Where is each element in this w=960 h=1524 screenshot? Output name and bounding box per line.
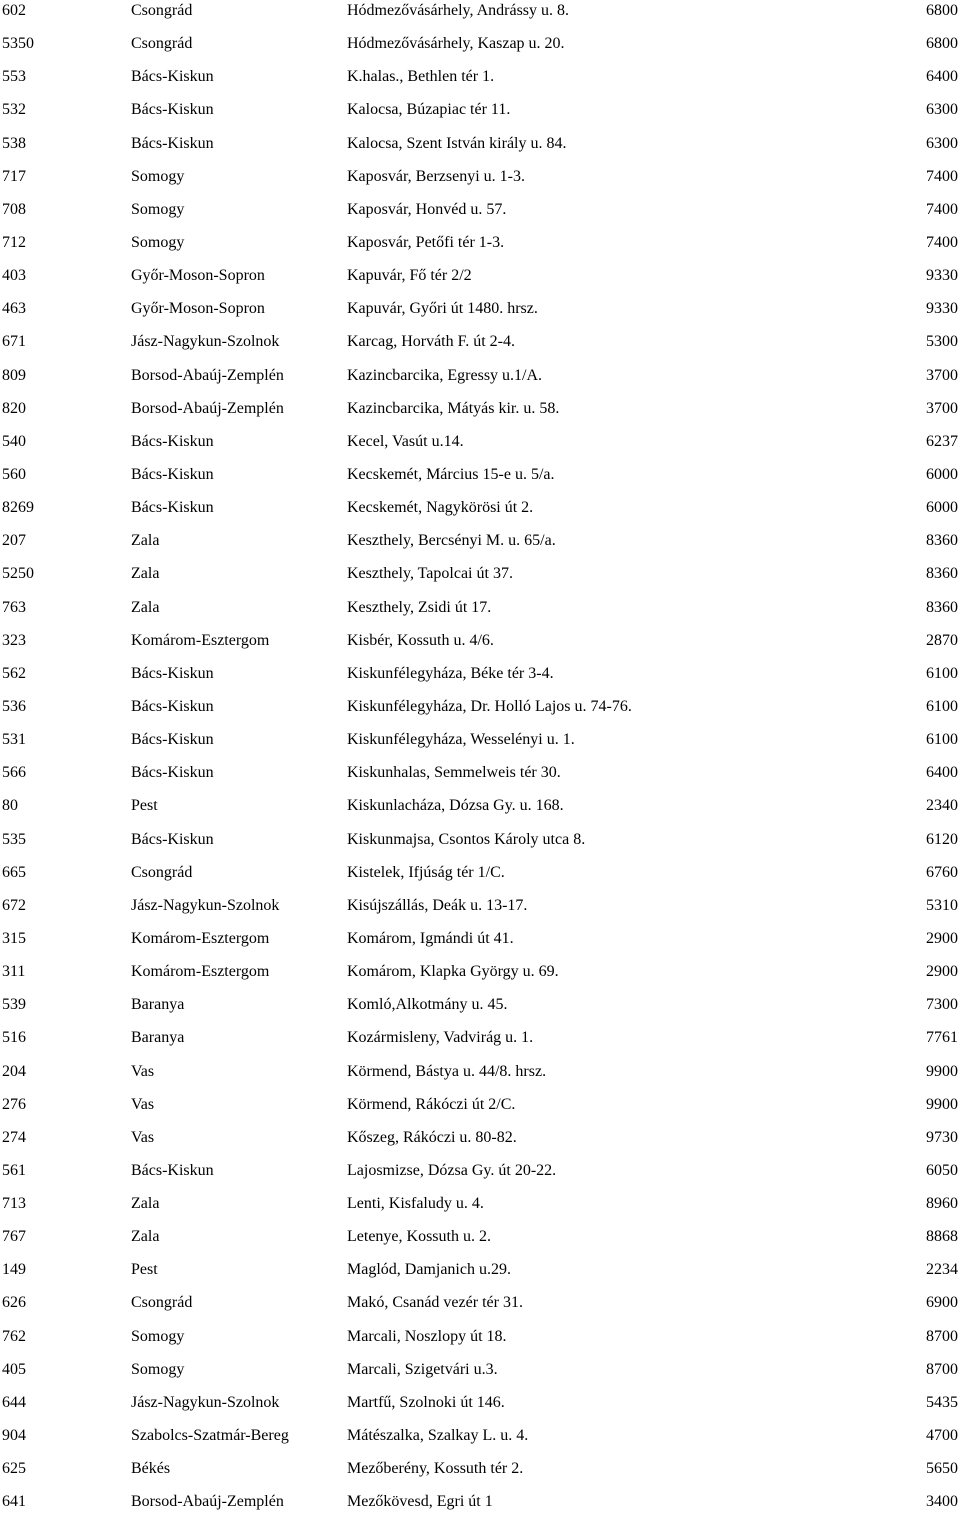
row-address: Kalocsa, Szent István király u. 84. — [347, 134, 567, 152]
row-address: Kőszeg, Rákóczi u. 80-82. — [347, 1128, 517, 1146]
table-row — [0, 1425, 960, 1458]
row-address: Kecel, Vasút u.14. — [347, 432, 464, 450]
row-id: 403 — [2, 267, 26, 285]
row-id: 717 — [2, 167, 26, 185]
row-address: Kecskemét, Nagykörösi út 2. — [347, 499, 534, 517]
row-address: Kiskunfélegyháza, Wesselényi u. 1. — [347, 731, 575, 749]
row-address: Mezőberény, Kossuth tér 2. — [347, 1460, 524, 1478]
table-row — [0, 829, 960, 862]
table-row — [0, 1458, 960, 1491]
table-row — [0, 663, 960, 696]
table-row — [0, 1326, 960, 1359]
row-address: K.halas., Bethlen tér 1. — [347, 68, 495, 86]
table-row — [0, 232, 960, 265]
row-county: Bács-Kiskun — [131, 764, 214, 782]
row-county: Bács-Kiskun — [131, 134, 214, 152]
table-row — [0, 1160, 960, 1193]
table-row — [0, 298, 960, 331]
row-county: Zala — [131, 1195, 160, 1213]
row-county: Jász-Nagykun-Szolnok — [131, 896, 280, 914]
row-zip: 8360 — [926, 565, 958, 583]
row-address: Kaposvár, Honvéd u. 57. — [347, 200, 507, 218]
row-id: 625 — [2, 1460, 26, 1478]
row-zip: 6400 — [926, 68, 958, 86]
row-zip: 7400 — [926, 200, 958, 218]
row-zip: 6237 — [926, 432, 958, 450]
row-county: Borsod-Abaúj-Zemplén — [131, 366, 284, 384]
row-address: Kapuvár, Fő tér 2/2 — [347, 267, 472, 285]
table-row — [0, 398, 960, 431]
row-zip: 2900 — [926, 929, 958, 947]
row-address: Maglód, Damjanich u.29. — [347, 1261, 511, 1279]
row-county: Zala — [131, 532, 160, 550]
table-row — [0, 1127, 960, 1160]
row-county: Vas — [131, 1128, 155, 1146]
table-row — [0, 66, 960, 99]
row-county: Békés — [131, 1460, 171, 1478]
row-county: Somogy — [131, 1327, 185, 1345]
row-address: Martfű, Szolnoki út 146. — [347, 1393, 505, 1411]
table-row — [0, 1193, 960, 1226]
table-row — [0, 994, 960, 1027]
row-zip: 6000 — [926, 465, 958, 483]
row-county: Komárom-Esztergom — [131, 929, 270, 947]
table-row — [0, 331, 960, 364]
row-zip: 7761 — [926, 1029, 958, 1047]
row-zip: 5650 — [926, 1460, 958, 1478]
row-zip: 4700 — [926, 1427, 958, 1445]
row-county: Bács-Kiskun — [131, 731, 214, 749]
row-zip: 2900 — [926, 963, 958, 981]
row-zip: 6300 — [926, 134, 958, 152]
row-id: 560 — [2, 465, 26, 483]
row-county: Csongrád — [131, 863, 193, 881]
row-zip: 8868 — [926, 1228, 958, 1246]
row-county: Zala — [131, 598, 160, 616]
row-county: Vas — [131, 1062, 155, 1080]
table-row — [0, 563, 960, 596]
row-zip: 6100 — [926, 697, 958, 715]
row-county: Jász-Nagykun-Szolnok — [131, 333, 280, 351]
row-zip: 3700 — [926, 399, 958, 417]
row-address: Kazincbarcika, Egressy u.1/A. — [347, 366, 543, 384]
row-zip: 7400 — [926, 167, 958, 185]
row-address: Kaposvár, Petőfi tér 1-3. — [347, 233, 505, 251]
row-zip: 8960 — [926, 1195, 958, 1213]
row-zip: 6800 — [926, 2, 958, 19]
row-id: 672 — [2, 896, 26, 914]
row-county: Zala — [131, 565, 160, 583]
table-row — [0, 1359, 960, 1392]
table-row — [0, 1259, 960, 1292]
table-row — [0, 133, 960, 166]
row-id: 323 — [2, 631, 26, 649]
row-county: Borsod-Abaúj-Zemplén — [131, 399, 284, 417]
row-id: 80 — [2, 797, 18, 815]
row-zip: 3700 — [926, 366, 958, 384]
row-id: 538 — [2, 134, 26, 152]
row-address: Kiskunhalas, Semmelweis tér 30. — [347, 764, 561, 782]
row-address: Makó, Csanád vezér tér 31. — [347, 1294, 523, 1312]
row-zip: 2234 — [926, 1261, 958, 1279]
row-zip: 8360 — [926, 598, 958, 616]
row-address: Keszthely, Zsidi út 17. — [347, 598, 492, 616]
row-id: 536 — [2, 697, 26, 715]
row-address: Lajosmizse, Dózsa Gy. út 20-22. — [347, 1161, 557, 1179]
table-row — [0, 696, 960, 729]
table-row — [0, 630, 960, 663]
row-id: 809 — [2, 366, 26, 384]
row-county: Csongrád — [131, 2, 193, 19]
row-zip: 8700 — [926, 1360, 958, 1378]
row-address: Komárom, Igmándi út 41. — [347, 929, 514, 947]
table-row — [0, 928, 960, 961]
row-id: 516 — [2, 1029, 26, 1047]
row-address: Kapuvár, Győri út 1480. hrsz. — [347, 300, 538, 318]
row-zip: 6120 — [926, 830, 958, 848]
row-county: Csongrád — [131, 35, 193, 53]
table-row — [0, 530, 960, 563]
row-address: Karcag, Horváth F. út 2-4. — [347, 333, 516, 351]
row-id: 539 — [2, 996, 26, 1014]
row-id: 5250 — [2, 565, 34, 583]
row-county: Bács-Kiskun — [131, 101, 214, 119]
row-address: Mátészalka, Szalkay L. u. 4. — [347, 1427, 529, 1445]
row-id: 311 — [2, 963, 26, 981]
table-row — [0, 795, 960, 828]
row-county: Bács-Kiskun — [131, 432, 214, 450]
row-address: Kisújszállás, Deák u. 13-17. — [347, 896, 528, 914]
row-id: 315 — [2, 929, 26, 947]
table-row — [0, 862, 960, 895]
row-zip: 5300 — [926, 333, 958, 351]
table-row — [0, 729, 960, 762]
row-county: Győr-Moson-Sopron — [131, 300, 265, 318]
row-zip: 9730 — [926, 1128, 958, 1146]
row-address: Kecskemét, Március 15-e u. 5/a. — [347, 465, 555, 483]
row-address: Keszthely, Tapolcai út 37. — [347, 565, 513, 583]
row-address: Lenti, Kisfaludy u. 4. — [347, 1195, 484, 1213]
table-row — [0, 464, 960, 497]
row-county: Somogy — [131, 233, 185, 251]
row-zip: 8700 — [926, 1327, 958, 1345]
row-zip: 6300 — [926, 101, 958, 119]
row-zip: 8360 — [926, 532, 958, 550]
row-address: Kistelek, Ifjúság tér 1/C. — [347, 863, 505, 881]
table-row — [0, 762, 960, 795]
row-id: 405 — [2, 1360, 26, 1378]
row-address: Mezőkövesd, Egri út 1 — [347, 1493, 493, 1511]
row-id: 763 — [2, 598, 26, 616]
row-id: 5350 — [2, 35, 34, 53]
table-row — [0, 1094, 960, 1127]
row-county: Bács-Kiskun — [131, 499, 214, 517]
row-county: Zala — [131, 1228, 160, 1246]
row-county: Pest — [131, 1261, 158, 1279]
row-id: 463 — [2, 300, 26, 318]
row-zip: 6100 — [926, 664, 958, 682]
row-id: 207 — [2, 532, 26, 550]
row-id: 8269 — [2, 499, 34, 517]
row-county: Pest — [131, 797, 158, 815]
row-id: 626 — [2, 1294, 26, 1312]
row-zip: 6400 — [926, 764, 958, 782]
row-id: 904 — [2, 1427, 26, 1445]
row-zip: 5310 — [926, 896, 958, 914]
row-county: Komárom-Esztergom — [131, 631, 270, 649]
row-zip: 7400 — [926, 233, 958, 251]
row-county: Somogy — [131, 200, 185, 218]
row-county: Somogy — [131, 1360, 185, 1378]
row-county: Bács-Kiskun — [131, 830, 214, 848]
row-address: Körmend, Bástya u. 44/8. hrsz. — [347, 1062, 547, 1080]
row-address: Kaposvár, Berzsenyi u. 1-3. — [347, 167, 525, 185]
row-address: Kalocsa, Búzapiac tér 11. — [347, 101, 511, 119]
table-row — [0, 1392, 960, 1425]
row-address: Kiskunfélegyháza, Dr. Holló Lajos u. 74-76. — [347, 697, 632, 715]
row-zip: 5435 — [926, 1393, 958, 1411]
row-county: Bács-Kiskun — [131, 1161, 214, 1179]
row-zip: 6900 — [926, 1294, 958, 1312]
row-county: Komárom-Esztergom — [131, 963, 270, 981]
row-id: 553 — [2, 68, 26, 86]
row-county: Baranya — [131, 1029, 185, 1047]
row-address: Kisbér, Kossuth u. 4/6. — [347, 631, 494, 649]
row-id: 671 — [2, 333, 26, 351]
row-address: Letenye, Kossuth u. 2. — [347, 1228, 491, 1246]
row-county: Győr-Moson-Sopron — [131, 267, 265, 285]
row-county: Vas — [131, 1095, 155, 1113]
table-row — [0, 1292, 960, 1325]
row-county: Bács-Kiskun — [131, 68, 214, 86]
row-zip: 9900 — [926, 1062, 958, 1080]
table-row — [0, 166, 960, 199]
table-row — [0, 99, 960, 132]
table-row — [0, 265, 960, 298]
row-id: 540 — [2, 432, 26, 450]
row-id: 149 — [2, 1261, 26, 1279]
row-zip: 9330 — [926, 300, 958, 318]
row-county: Baranya — [131, 996, 185, 1014]
row-county: Bács-Kiskun — [131, 697, 214, 715]
table-row — [0, 199, 960, 232]
row-id: 602 — [2, 2, 26, 19]
row-address: Kazincbarcika, Mátyás kir. u. 58. — [347, 399, 560, 417]
row-county: Csongrád — [131, 1294, 193, 1312]
table-row — [0, 497, 960, 530]
table-row — [0, 365, 960, 398]
row-address: Keszthely, Bercsényi M. u. 65/a. — [347, 532, 556, 550]
row-id: 204 — [2, 1062, 26, 1080]
table-row — [0, 33, 960, 66]
table-row — [0, 0, 960, 33]
row-id: 713 — [2, 1195, 26, 1213]
row-address: Kiskunmajsa, Csontos Károly utca 8. — [347, 830, 586, 848]
row-county: Szabolcs-Szatmár-Bereg — [131, 1427, 289, 1445]
row-zip: 6760 — [926, 863, 958, 881]
row-id: 644 — [2, 1393, 26, 1411]
row-id: 531 — [2, 731, 26, 749]
row-zip: 2340 — [926, 797, 958, 815]
row-id: 767 — [2, 1228, 26, 1246]
table-row — [0, 431, 960, 464]
row-zip: 2870 — [926, 631, 958, 649]
row-county: Borsod-Abaúj-Zemplén — [131, 1493, 284, 1511]
row-id: 820 — [2, 399, 26, 417]
row-id: 274 — [2, 1128, 26, 1146]
row-id: 276 — [2, 1095, 26, 1113]
row-id: 561 — [2, 1161, 26, 1179]
row-zip: 6050 — [926, 1161, 958, 1179]
table-row — [0, 1027, 960, 1060]
row-zip: 7300 — [926, 996, 958, 1014]
row-address: Marcali, Szigetvári u.3. — [347, 1360, 498, 1378]
row-id: 708 — [2, 200, 26, 218]
row-address: Kiskunfélegyháza, Béke tér 3-4. — [347, 664, 554, 682]
row-address: Komárom, Klapka György u. 69. — [347, 963, 559, 981]
row-zip: 3400 — [926, 1493, 958, 1511]
table-row — [0, 895, 960, 928]
table-row — [0, 1491, 960, 1524]
row-id: 535 — [2, 830, 26, 848]
row-zip: 6100 — [926, 731, 958, 749]
row-id: 566 — [2, 764, 26, 782]
row-zip: 6800 — [926, 35, 958, 53]
table-row — [0, 1061, 960, 1094]
row-zip: 9900 — [926, 1095, 958, 1113]
row-county: Somogy — [131, 167, 185, 185]
row-address: Hódmezővásárhely, Andrássy u. 8. — [347, 2, 570, 19]
row-zip: 9330 — [926, 267, 958, 285]
row-address: Hódmezővásárhely, Kaszap u. 20. — [347, 35, 565, 53]
row-id: 641 — [2, 1493, 26, 1511]
table-row — [0, 597, 960, 630]
row-address: Kozármisleny, Vadvirág u. 1. — [347, 1029, 534, 1047]
row-address: Kiskunlacháza, Dózsa Gy. u. 168. — [347, 797, 564, 815]
row-address: Komló,Alkotmány u. 45. — [347, 996, 508, 1014]
row-id: 562 — [2, 664, 26, 682]
row-county: Jász-Nagykun-Szolnok — [131, 1393, 280, 1411]
table-row — [0, 1226, 960, 1259]
row-zip: 6000 — [926, 499, 958, 517]
row-county: Bács-Kiskun — [131, 465, 214, 483]
row-id: 665 — [2, 863, 26, 881]
table-row — [0, 961, 960, 994]
row-address: Körmend, Rákóczi út 2/C. — [347, 1095, 516, 1113]
row-county: Bács-Kiskun — [131, 664, 214, 682]
row-address: Marcali, Noszlopy út 18. — [347, 1327, 507, 1345]
row-id: 762 — [2, 1327, 26, 1345]
row-id: 712 — [2, 233, 26, 251]
row-id: 532 — [2, 101, 26, 119]
